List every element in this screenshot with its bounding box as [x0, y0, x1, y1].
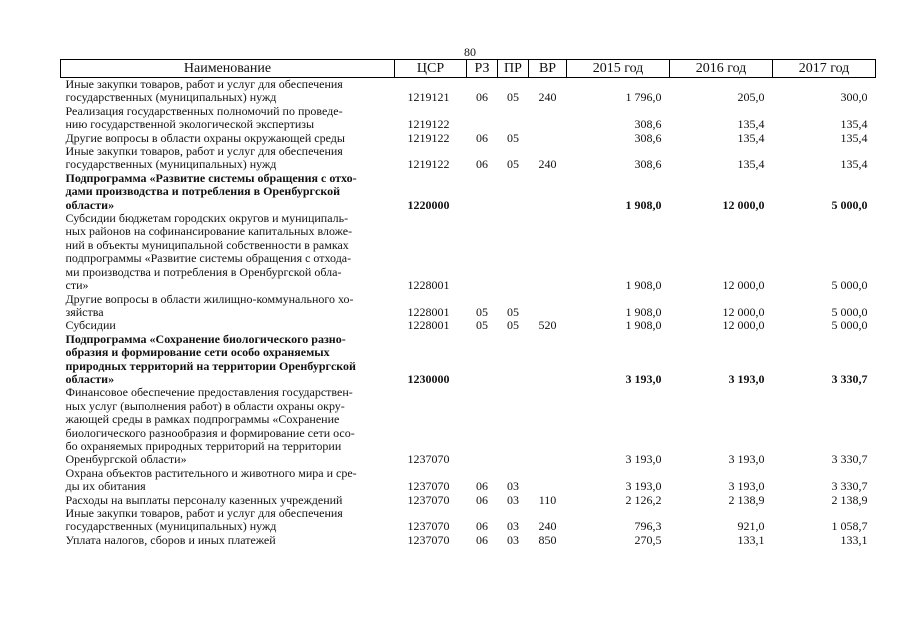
table-row	[61, 105, 876, 132]
row-name-line: государственных (муниципальных) нужд	[65, 519, 277, 534]
row-csr-code: 1228001	[407, 304, 450, 319]
row-value-2016: 3 193,0	[728, 479, 765, 494]
table-row	[61, 78, 876, 105]
table-row	[61, 494, 876, 507]
row-rz-code: 06	[476, 130, 488, 145]
row-value-2015: 1 908,0	[625, 197, 662, 212]
row-name-line: ных районов на софинансирование капитальных вложе-	[65, 224, 353, 239]
row-name-line: сти»	[65, 278, 89, 293]
row-name-line: Охрана объектов растительного и животного мира и сре-	[65, 465, 357, 480]
row-name-line: Реализация государственных полномочий по проведе-	[65, 103, 343, 118]
row-name-line: ды их обитания	[65, 479, 146, 494]
row-value-2017: 5 000,0	[831, 304, 868, 319]
row-value-2017: 135,4	[840, 130, 868, 145]
row-value-2015: 1 908,0	[625, 304, 662, 319]
row-pr-code: 05	[507, 318, 519, 333]
row-pr-code: 05	[507, 130, 519, 145]
row-name-line: Расходы на выплаты персоналу казенных учреждений	[65, 492, 343, 507]
row-name-line: биологического разнообразия и формирование сети осо-	[65, 425, 355, 440]
row-name-line: образия и формирование сети особо охраняемых	[65, 345, 330, 360]
row-name-line: Субсидии	[65, 318, 116, 333]
row-rz-code: 05	[476, 318, 488, 333]
row-csr-code: 1219122	[407, 130, 450, 145]
row-name-line: ми производства и потребления в Оренбургской обла-	[65, 264, 342, 279]
table-row	[61, 212, 876, 292]
row-rz-code: 05	[476, 304, 488, 319]
row-value-2016: 135,4	[737, 157, 765, 172]
row-value-2016: 12 000,0	[722, 278, 765, 293]
row-name	[61, 467, 395, 494]
row-csr-code: 1219122	[407, 117, 450, 132]
row-rz-code	[467, 333, 498, 387]
row-name	[61, 105, 395, 132]
row-value-2016: 135,4	[737, 117, 765, 132]
column-header-vr: ВР	[529, 60, 567, 78]
row-vr-code: 240	[538, 90, 557, 105]
table-row	[61, 386, 876, 466]
row-pr-code	[498, 105, 529, 132]
row-vr-code: 240	[538, 157, 557, 172]
row-name-line: Оренбургской области»	[65, 452, 187, 467]
row-name-line: зяйства	[65, 304, 104, 319]
row-pr-code: 03	[507, 479, 519, 494]
row-name	[61, 507, 395, 534]
row-name-line: природных территорий на территории Оренбургской	[65, 358, 356, 373]
column-header-pr: ПР	[498, 60, 529, 78]
row-value-2017: 2 138,9	[831, 492, 868, 507]
row-name-line: Подпрограмма «Развитие системы обращения с отхо-	[65, 170, 357, 185]
row-name-line: ных услуг (выполнения работ) в области охраны окру-	[65, 398, 345, 413]
row-name-line: Субсидии бюджетам городских округов и муниципаль-	[65, 211, 349, 226]
row-value-2015: 270,5	[634, 532, 662, 547]
row-value-2015: 1 796,0	[625, 90, 662, 105]
row-value-2015: 308,6	[634, 157, 662, 172]
row-value-2017: 135,4	[840, 117, 868, 132]
row-name-line: дами производства и потребления в Оренбургской	[65, 184, 340, 199]
column-header-name: Наименование	[61, 60, 395, 78]
row-value-2015: 1 908,0	[625, 278, 662, 293]
row-csr-code: 1230000	[407, 371, 450, 386]
column-header-2016: 2016 год	[670, 60, 773, 78]
row-name-line: Иные закупки товаров, работ и услуг для обеспечения	[65, 77, 343, 91]
row-rz-code	[467, 105, 498, 132]
row-rz-code: 06	[476, 90, 488, 105]
subprogram-row	[61, 172, 876, 212]
row-name-line: Другие вопросы в области охраны окружающей среды	[65, 130, 345, 145]
row-vr-code	[529, 172, 567, 212]
row-name-line: бо охраняемых природных территорий на территории	[65, 438, 342, 453]
row-csr-code: 1228001	[407, 278, 450, 293]
row-name	[61, 293, 395, 320]
row-rz-code: 06	[476, 479, 488, 494]
row-value-2016: 133,1	[737, 532, 765, 547]
row-value-2017: 5 000,0	[831, 318, 868, 333]
row-name-line: ний в объекты муниципальной собственности в рамках	[65, 237, 349, 252]
row-name-line: Финансовое обеспечение предоставления государствен-	[65, 385, 353, 400]
row-value-2015: 1 908,0	[625, 318, 662, 333]
column-header-2015: 2015 год	[567, 60, 670, 78]
row-name	[61, 319, 395, 332]
row-rz-code	[467, 212, 498, 292]
row-csr-code: 1237070	[407, 479, 450, 494]
row-rz-code: 06	[476, 492, 488, 507]
row-value-2015: 3 193,0	[625, 452, 662, 467]
budget-table	[60, 59, 876, 547]
row-value-2015: 3 193,0	[625, 479, 662, 494]
row-value-2016: 3 193,0	[728, 371, 765, 386]
row-name	[61, 212, 395, 292]
row-value-2015: 308,6	[634, 117, 662, 132]
row-vr-code	[529, 212, 567, 292]
table-header	[61, 60, 876, 78]
row-name-line: Уплата налогов, сборов и иных платежей	[65, 532, 276, 547]
table-row	[61, 132, 876, 145]
row-name-line: государственных (муниципальных) нужд	[65, 90, 277, 105]
row-value-2015: 2 126,2	[625, 492, 662, 507]
row-rz-code: 06	[476, 519, 488, 534]
row-name	[61, 78, 395, 105]
row-csr-code: 1237070	[407, 519, 450, 534]
row-vr-code	[529, 293, 567, 320]
row-value-2017: 5 000,0	[831, 278, 868, 293]
row-vr-code	[529, 333, 567, 387]
row-name-line: жающей среды в рамках подпрограммы «Сохранение	[65, 412, 340, 427]
row-pr-code	[498, 212, 529, 292]
row-pr-code: 03	[507, 492, 519, 507]
table-row	[61, 507, 876, 534]
row-value-2017: 133,1	[840, 532, 868, 547]
row-value-2016: 12 000,0	[722, 197, 765, 212]
row-csr-code: 1237070	[407, 532, 450, 547]
row-csr-code: 1219121	[407, 90, 450, 105]
row-name-line: Иные закупки товаров, работ и услуг для обеспечения	[65, 144, 343, 159]
row-value-2015: 796,3	[634, 519, 662, 534]
row-name-line: подпрограммы «Развитие системы обращения с отхода-	[65, 251, 352, 266]
row-rz-code: 06	[476, 532, 488, 547]
row-csr-code: 1219122	[407, 157, 450, 172]
row-name-line: области»	[65, 371, 115, 386]
row-pr-code	[498, 172, 529, 212]
row-csr-code: 1237070	[407, 492, 450, 507]
row-pr-code: 05	[507, 304, 519, 319]
column-header-csr: ЦСР	[395, 60, 467, 78]
row-value-2017: 3 330,7	[831, 452, 868, 467]
row-name-line: нию государственной экологической экспертизы	[65, 117, 315, 132]
row-name	[61, 386, 395, 466]
row-name-line: Иные закупки товаров, работ и услуг для обеспечения	[65, 506, 343, 520]
row-pr-code: 05	[507, 90, 519, 105]
table-row	[61, 319, 876, 332]
row-pr-code: 05	[507, 157, 519, 172]
table-row	[61, 534, 876, 547]
row-value-2017: 3 330,7	[831, 371, 868, 386]
row-value-2016: 2 138,9	[728, 492, 765, 507]
row-value-2017: 3 330,7	[831, 479, 868, 494]
row-vr-code: 240	[538, 519, 557, 534]
page-number: 80	[464, 45, 476, 59]
row-vr-code	[529, 105, 567, 132]
row-vr-code	[529, 132, 567, 145]
row-name-line: государственных (муниципальных) нужд	[65, 157, 277, 172]
row-value-2015: 3 193,0	[625, 371, 662, 386]
row-rz-code: 06	[476, 157, 488, 172]
row-rz-code	[467, 172, 498, 212]
table-body	[61, 78, 876, 548]
row-name-line: области»	[65, 197, 115, 212]
row-vr-code	[529, 467, 567, 494]
row-value-2016: 135,4	[737, 130, 765, 145]
row-vr-code: 110	[538, 492, 557, 507]
row-csr-code: 1220000	[407, 197, 450, 212]
row-csr-code: 1237070	[407, 452, 450, 467]
subprogram-row	[61, 333, 876, 387]
table-row	[61, 145, 876, 172]
column-header-2017: 2017 год	[773, 60, 876, 78]
table-row	[61, 467, 876, 494]
row-value-2016: 3 193,0	[728, 452, 765, 467]
row-name	[61, 333, 395, 387]
row-vr-code: 520	[538, 318, 557, 333]
row-value-2017: 135,4	[840, 157, 868, 172]
row-vr-code	[529, 386, 567, 466]
row-rz-code	[467, 386, 498, 466]
row-name-line: Другие вопросы в области жилищно-коммунального хо-	[65, 291, 354, 306]
row-pr-code	[498, 333, 529, 387]
row-value-2017: 5 000,0	[831, 197, 868, 212]
row-csr-code: 1228001	[407, 318, 450, 333]
row-value-2016: 205,0	[737, 90, 765, 105]
row-name	[61, 494, 395, 507]
row-value-2016: 921,0	[737, 519, 765, 534]
row-name	[61, 172, 395, 212]
column-header-rz: РЗ	[467, 60, 498, 78]
row-vr-code: 850	[538, 532, 557, 547]
row-value-2016: 12 000,0	[722, 318, 765, 333]
row-pr-code: 03	[507, 532, 519, 547]
row-value-2017: 1 058,7	[831, 519, 868, 534]
row-pr-code	[498, 386, 529, 466]
row-name	[61, 132, 395, 145]
row-name	[61, 534, 395, 547]
row-value-2017: 300,0	[840, 90, 868, 105]
row-name-line: Подпрограмма «Сохранение биологического разно-	[65, 331, 346, 346]
table-row	[61, 293, 876, 320]
row-pr-code: 03	[507, 519, 519, 534]
row-name	[61, 145, 395, 172]
row-value-2015: 308,6	[634, 130, 662, 145]
row-value-2016: 12 000,0	[722, 304, 765, 319]
